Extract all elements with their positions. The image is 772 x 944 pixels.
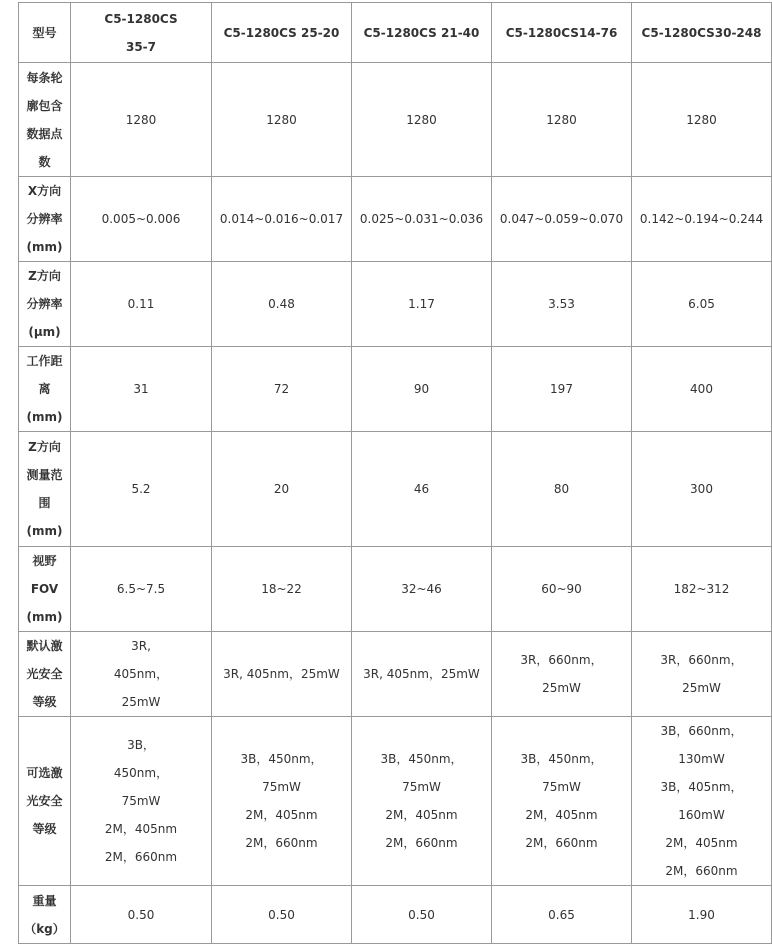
value-cell — [352, 262, 492, 347]
cell-text-line: 0.65 — [548, 907, 575, 922]
value-cell — [492, 717, 632, 886]
cell-text-line: 18~22 — [261, 582, 302, 596]
value-cell — [492, 632, 632, 717]
cell-text-line: 2M，660nm — [665, 864, 738, 878]
cell-text-line: 0.025~0.031~0.036 — [359, 212, 484, 226]
cell-text-line: 等级 — [32, 695, 57, 709]
row-label-cell — [19, 886, 71, 944]
value-cell — [212, 347, 352, 432]
value-cell — [212, 432, 352, 547]
cell-text-line: 3B，660nm， — [660, 724, 743, 738]
value-cell — [492, 63, 632, 177]
model-header-cell — [212, 3, 352, 63]
cell-text-line: Z方向 — [28, 269, 61, 283]
cell-text-line: 分辨率 — [26, 297, 63, 311]
value-cell — [492, 262, 632, 347]
cell-text-line: 35-7 — [125, 39, 157, 54]
cell-text-line: 围 — [38, 496, 51, 510]
cell-text-line: C5-1280CS 25-20 — [223, 25, 340, 40]
cell-text-line: 3B，450nm， — [520, 752, 603, 766]
cell-text-line: 2M，660nm — [245, 836, 318, 850]
value-cell — [71, 717, 212, 886]
cell-text-line: 300 — [690, 482, 713, 496]
cell-text-line: Z方向 — [28, 440, 61, 454]
cell-text-line: 3B， — [127, 738, 155, 752]
model-header-cell — [352, 3, 492, 63]
cell-text-line: 3R, 405nm，25mW — [223, 667, 340, 681]
row-label-cell — [19, 432, 71, 547]
cell-text-line: 数 — [38, 154, 51, 169]
cell-text-line: 25mW — [682, 681, 721, 695]
row-label-cell — [19, 547, 71, 632]
value-cell — [632, 886, 772, 944]
cell-text-line: X方向 — [27, 184, 62, 198]
value-cell — [352, 886, 492, 944]
cell-text-line: 视野 — [32, 554, 57, 568]
cell-text-line: 182~312 — [673, 582, 730, 596]
table-row — [19, 547, 772, 632]
cell-text-line: 160mW — [678, 808, 725, 822]
cell-text-line: 32~46 — [401, 582, 442, 596]
cell-text-line: 3B，450nm， — [380, 752, 463, 766]
cell-text-line: 400 — [690, 382, 713, 396]
cell-text-line: 0.50 — [408, 907, 435, 922]
table-row — [19, 177, 772, 262]
cell-text-line: 450nm， — [113, 766, 169, 780]
cell-text-line: 0.047~0.059~0.070 — [499, 212, 624, 226]
cell-text-line: 0.11 — [127, 297, 155, 311]
cell-text-line: 3R, — [131, 639, 151, 653]
value-cell — [71, 177, 212, 262]
table-row — [19, 63, 772, 177]
table-row — [19, 432, 772, 547]
value-cell — [352, 347, 492, 432]
cell-text-line: 1280 — [266, 112, 297, 127]
cell-text-line: (mm) — [26, 240, 63, 254]
cell-text-line: 0.50 — [127, 907, 155, 922]
cell-text-line: 1.17 — [408, 297, 435, 311]
cell-text-line: 工作距 — [26, 354, 63, 368]
header-label-cell — [19, 3, 71, 63]
cell-text-line: 光安全 — [26, 794, 63, 808]
cell-text-line: C5-1280CS — [104, 11, 178, 26]
value-cell — [212, 63, 352, 177]
value-cell — [212, 632, 352, 717]
cell-text-line: (μm) — [28, 325, 61, 339]
cell-text-line: 2M，660nm — [385, 836, 458, 850]
cell-text-line: 每条轮 — [26, 70, 63, 85]
value-cell — [71, 347, 212, 432]
cell-text-line: 1280 — [546, 112, 577, 127]
value-cell — [632, 347, 772, 432]
value-cell — [71, 63, 212, 177]
cell-text-line: C5-1280CS14-76 — [505, 25, 618, 40]
cell-text-line: 31 — [133, 382, 149, 396]
cell-text-line: 可选激 — [26, 766, 63, 780]
cell-text-line: 2M，405nm — [525, 808, 598, 822]
cell-text-line: 2M，660nm — [525, 836, 598, 850]
value-cell — [212, 547, 352, 632]
cell-text-line: FOV — [30, 582, 59, 596]
spec-table — [18, 2, 772, 944]
cell-text-line: 1280 — [686, 112, 717, 127]
value-cell — [632, 63, 772, 177]
cell-text-line: 3B，450nm， — [240, 752, 323, 766]
cell-text-line: 80 — [553, 482, 570, 496]
row-label-cell — [19, 63, 71, 177]
cell-text-line: 75mW — [402, 780, 441, 794]
row-label-cell — [19, 717, 71, 886]
table-row — [19, 347, 772, 432]
cell-text-line: 重量 — [32, 893, 57, 908]
cell-text-line: C5-1280CS 21-40 — [363, 25, 480, 40]
cell-text-line: 0.005~0.006 — [101, 212, 181, 226]
cell-text-line: 3.53 — [548, 297, 575, 311]
cell-text-line: 46 — [413, 482, 430, 496]
cell-text-line: 0.014~0.016~0.017 — [219, 212, 344, 226]
cell-text-line: 等级 — [32, 822, 57, 836]
value-cell — [352, 432, 492, 547]
cell-text-line: C5-1280CS30-248 — [641, 25, 762, 40]
value-cell — [352, 63, 492, 177]
cell-text-line: 75mW — [542, 780, 581, 794]
value-cell — [71, 262, 212, 347]
cell-text-line: 20 — [273, 482, 290, 496]
value-cell — [352, 717, 492, 886]
value-cell — [212, 262, 352, 347]
value-cell — [492, 432, 632, 547]
cell-text-line: 3R, 405nm，25mW — [363, 667, 480, 681]
value-cell — [352, 632, 492, 717]
value-cell — [632, 432, 772, 547]
cell-text-line: 默认激 — [26, 639, 63, 653]
cell-text-line: (mm) — [26, 410, 63, 424]
value-cell — [212, 177, 352, 262]
cell-text-line: 1.90 — [688, 907, 715, 922]
value-cell — [492, 547, 632, 632]
value-cell — [632, 177, 772, 262]
cell-text-line: （kg） — [24, 921, 65, 936]
table-row — [19, 717, 772, 886]
row-label-cell — [19, 262, 71, 347]
row-label-cell — [19, 177, 71, 262]
row-label-cell — [19, 632, 71, 717]
cell-text-line: 25mW — [121, 695, 161, 709]
cell-text-line: 1280 — [125, 112, 157, 127]
value-cell — [212, 717, 352, 886]
cell-text-line: 75mW — [262, 780, 301, 794]
table-row — [19, 886, 772, 944]
cell-text-line: 197 — [550, 382, 573, 396]
value-cell — [71, 432, 212, 547]
cell-text-line: 0.142~0.194~0.244 — [639, 212, 764, 226]
cell-text-line: 1280 — [406, 112, 437, 127]
cell-text-line: 测量范 — [26, 468, 63, 482]
row-label-cell — [19, 347, 71, 432]
cell-text-line: (mm) — [26, 524, 63, 538]
cell-text-line: 90 — [413, 382, 430, 396]
cell-text-line: 0.48 — [268, 297, 295, 311]
value-cell — [212, 886, 352, 944]
value-cell — [492, 886, 632, 944]
value-cell — [632, 717, 772, 886]
cell-text-line: 60~90 — [541, 582, 582, 596]
table-row — [19, 262, 772, 347]
cell-text-line: 6.05 — [688, 297, 715, 311]
cell-text-line: 2M，660nm — [104, 850, 178, 864]
value-cell — [352, 547, 492, 632]
cell-text-line: 3R，660nm， — [520, 653, 603, 667]
model-header-cell — [492, 3, 632, 63]
cell-text-line: 光安全 — [26, 667, 63, 681]
model-header-cell — [632, 3, 772, 63]
value-cell — [492, 177, 632, 262]
cell-text-line: 72 — [273, 382, 290, 396]
cell-text-line: 2M，405nm — [665, 836, 738, 850]
cell-text-line: 分辨率 — [26, 212, 63, 226]
cell-text-line: 廓包含 — [26, 98, 63, 113]
cell-text-line: 离 — [38, 382, 51, 396]
value-cell — [632, 632, 772, 717]
cell-text-line: 3R，660nm， — [660, 653, 743, 667]
cell-text-line: 2M，405nm — [385, 808, 458, 822]
cell-text-line: 6.5~7.5 — [116, 582, 166, 596]
cell-text-line: 130mW — [678, 752, 725, 766]
value-cell — [632, 547, 772, 632]
value-cell — [492, 347, 632, 432]
cell-text-line: 3B，405nm， — [660, 780, 743, 794]
table-row — [19, 632, 772, 717]
value-cell — [71, 632, 212, 717]
cell-text-line: 0.50 — [268, 907, 295, 922]
cell-text-line: 数据点 — [26, 126, 63, 141]
value-cell — [352, 177, 492, 262]
model-header-cell — [71, 3, 212, 63]
cell-text-line: 25mW — [542, 681, 581, 695]
value-cell — [71, 547, 212, 632]
cell-text-line: 2M，405nm — [245, 808, 318, 822]
cell-text-line: 5.2 — [131, 482, 151, 496]
cell-text-line: 型号 — [32, 25, 57, 40]
value-cell — [71, 886, 212, 944]
cell-text-line: 405nm， — [113, 667, 169, 681]
cell-text-line: 75mW — [121, 794, 161, 808]
header-row — [19, 3, 772, 63]
cell-text-line: (mm) — [26, 610, 63, 624]
value-cell — [632, 262, 772, 347]
cell-text-line: 2M，405nm — [104, 822, 178, 836]
